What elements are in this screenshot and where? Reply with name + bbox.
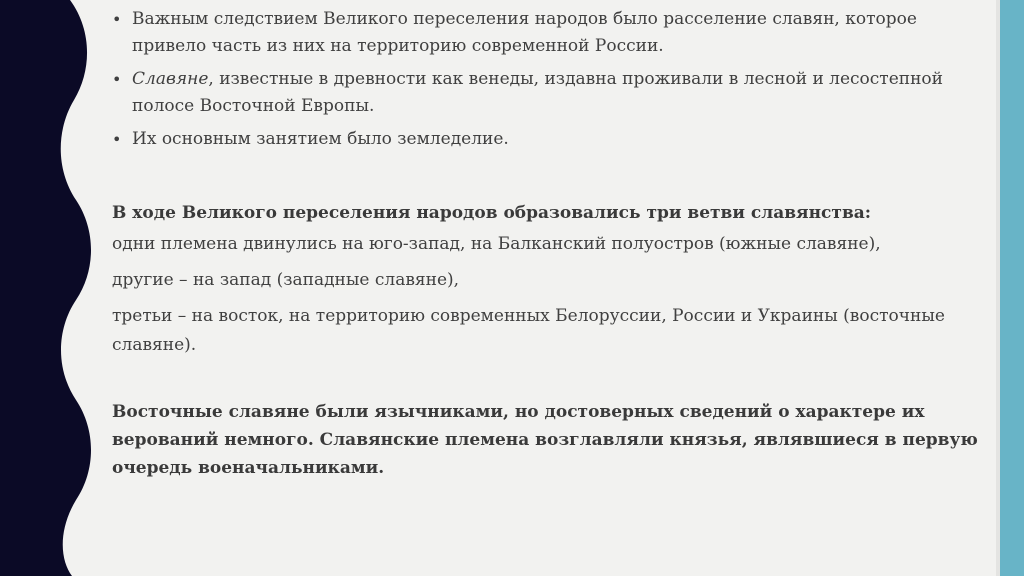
bullet-text: Важным следствием Великого переселения народов было расселение славян, которое привело часть из них на территорию современной России. <box>132 9 917 56</box>
bullet-list <box>112 6 982 153</box>
slide-content <box>112 0 982 482</box>
branch-south: одни племена двинулись на юго-запад, на Балканский полуостров (южные славяне), <box>112 234 881 254</box>
branch-west: другие – на запад (западные славяне), <box>112 270 460 290</box>
right-accent-bar <box>1000 0 1024 576</box>
bullet-text: Их основным занятием было земледелие. <box>132 129 509 149</box>
branch-east: третьи – на восток, на территорию современных Белоруссии, России и Украины (восточные славяне). <box>112 306 945 355</box>
bullet-text: , известные в древности как венеды, издавна проживали в лесной и лесостепной полосе Восточной Европы. <box>132 69 944 116</box>
east-slavs-paragraph: Восточные славяне были язычниками, но достоверных сведений о характере их верований немного. Славянские племена возглавляли князья, являвшиеся в первую очередь военачальниками. <box>112 402 978 478</box>
bullet-item <box>112 126 982 153</box>
bullet-item <box>112 66 982 120</box>
section-heading-branches: В ходе Великого переселения народов образовались три ветви славянства: <box>112 203 872 223</box>
bullet-emphasis: Славяне <box>132 69 209 89</box>
bullet-item <box>112 6 982 60</box>
decorative-wave-band <box>0 0 120 576</box>
